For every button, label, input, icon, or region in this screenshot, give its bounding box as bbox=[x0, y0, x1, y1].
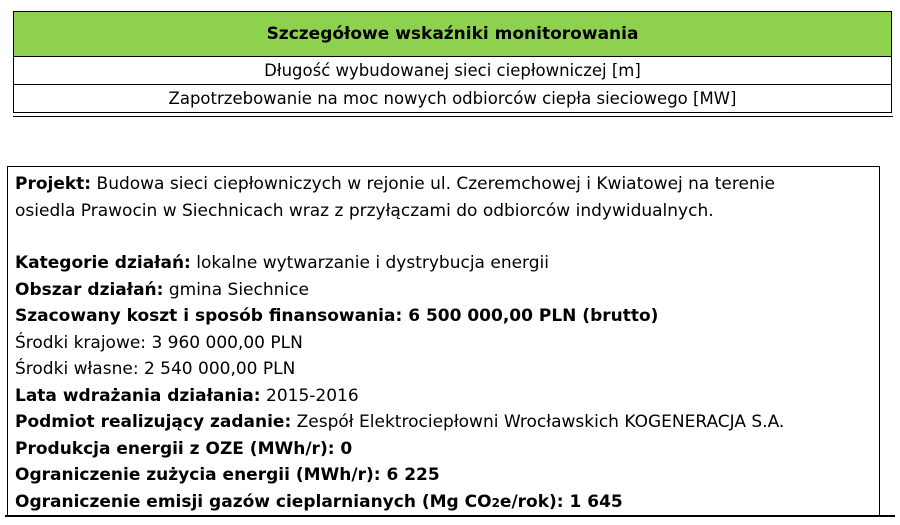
monitoring-indicators-table bbox=[13, 11, 892, 113]
area-value: gmina Siechnice bbox=[163, 279, 309, 300]
own-funds: Środki własne: 2 540 000,00 PLN bbox=[15, 359, 296, 379]
spacer bbox=[15, 224, 879, 250]
cost-value: 6 500 000,00 PLN (brutto) bbox=[402, 306, 659, 326]
categories-label: Kategorie działań: bbox=[15, 253, 191, 273]
cost-line bbox=[15, 303, 879, 330]
years-line bbox=[15, 383, 879, 410]
area-line bbox=[15, 277, 879, 304]
cost-label: Szacowany koszt i sposób finansowania: bbox=[15, 306, 403, 326]
energy-reduction-line: Ograniczenie zużycia energii (MWh/r): 6 225 bbox=[15, 465, 440, 485]
ghg-line bbox=[15, 489, 879, 517]
ghg-suffix: e/rok): 1 645 bbox=[499, 491, 623, 512]
table-row: Długość wybudowanej sieci ciepłowniczej [m] bbox=[14, 57, 892, 85]
project-box bbox=[7, 166, 880, 516]
oze-line: Produkcja energii z OZE (MWh/r): 0 bbox=[15, 438, 353, 459]
years-label: Lata wdrażania działania: bbox=[15, 385, 261, 406]
entity-value: Zespół Elektrociepłowni Wrocławskich KOGENERACJA S.A. bbox=[291, 412, 785, 432]
ghg-subscript: 2 bbox=[491, 495, 500, 510]
project-text: Budowa sieci ciepłowniczych w rejonie ul. Czeremchowej i Kwiatowej na terenie bbox=[91, 174, 775, 194]
area-label: Obszar działań: bbox=[15, 279, 164, 300]
domestic-funds: Środki krajowe: 3 960 000,00 PLN bbox=[15, 332, 303, 353]
project-line bbox=[15, 171, 879, 198]
ghg-prefix: Ograniczenie emisji gazów cieplarnianych (Mg CO bbox=[15, 491, 492, 512]
categories-value: lokalne wytwarzanie i dystrybucja energii bbox=[190, 253, 549, 273]
divider bbox=[13, 116, 893, 117]
years-value: 2015-2016 bbox=[260, 385, 359, 406]
table-header: Szczegółowe wskaźniki monitorowania bbox=[14, 12, 892, 57]
project-line: osiedla Prawocin w Siechnicach wraz z przyłączami do odbiorców indywidualnych. bbox=[15, 200, 714, 221]
divider bbox=[5, 515, 895, 517]
entity-line bbox=[15, 409, 879, 436]
categories-line bbox=[15, 250, 879, 277]
project-label: Projekt: bbox=[15, 174, 92, 194]
table-row: Zapotrzebowanie na moc nowych odbiorców ciepła sieciowego [MW] bbox=[14, 85, 892, 113]
entity-label: Podmiot realizujący zadanie: bbox=[15, 412, 292, 432]
